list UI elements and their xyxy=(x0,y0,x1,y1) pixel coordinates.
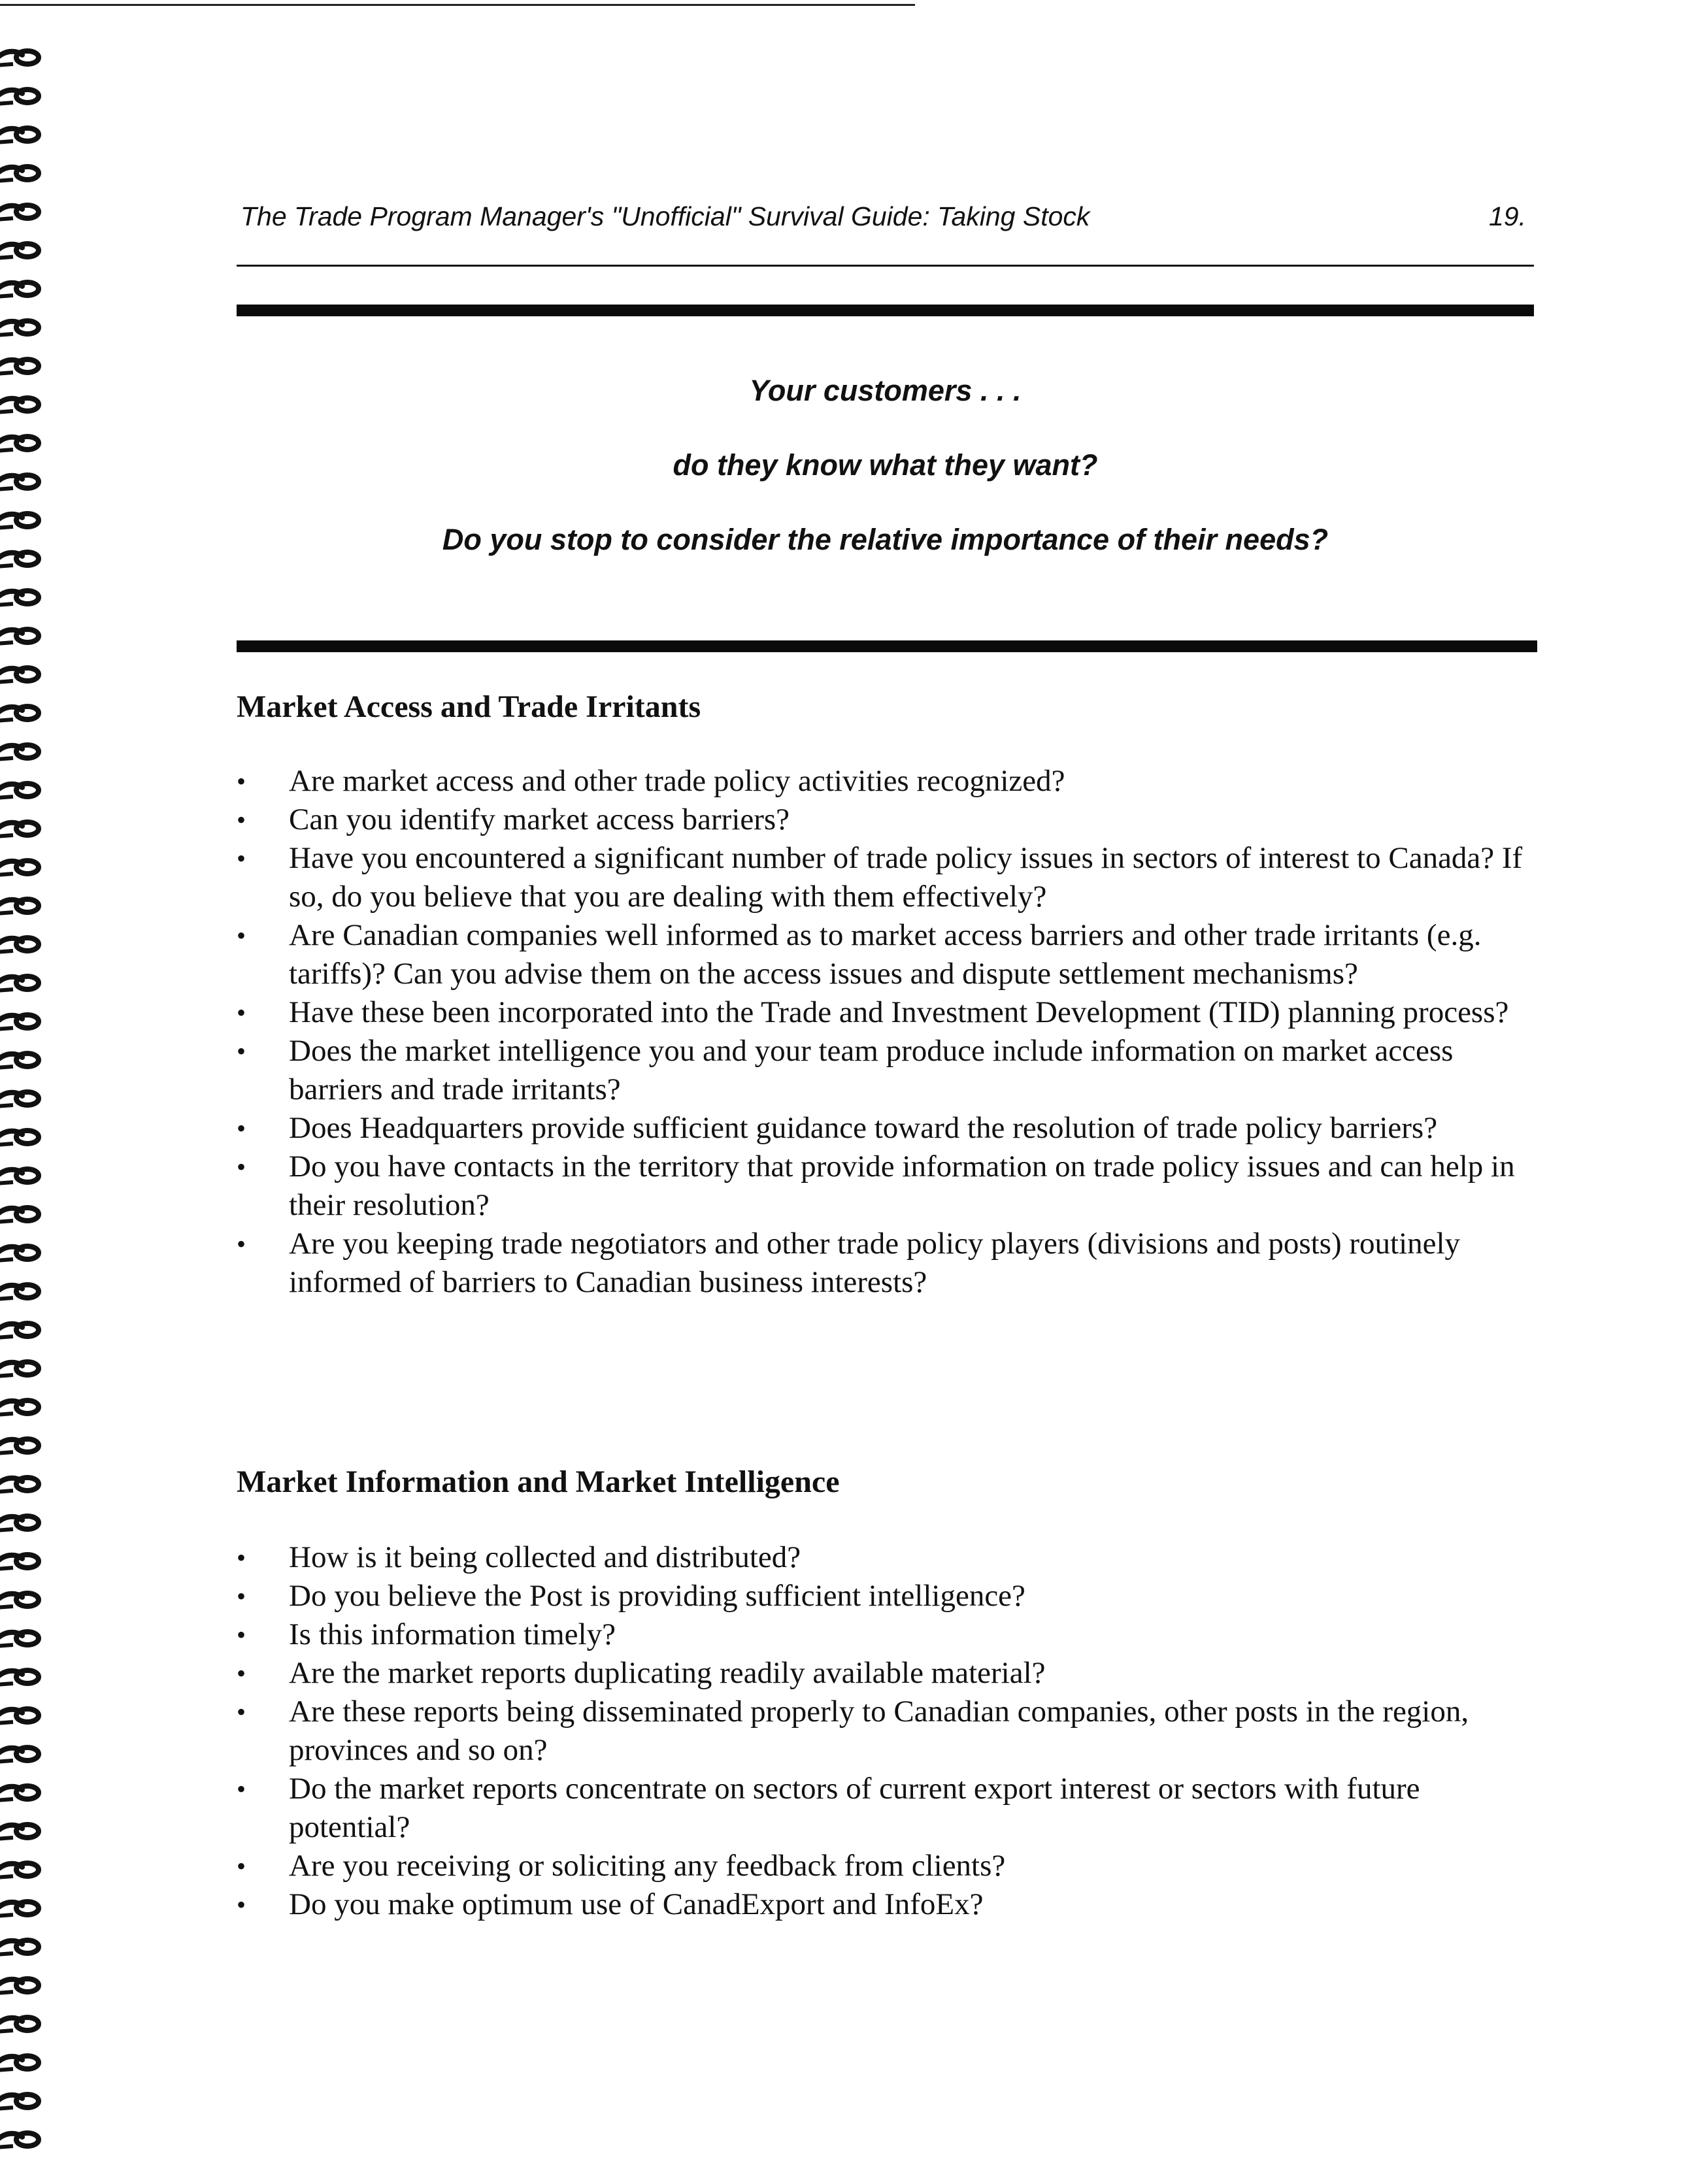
spiral-coil-icon xyxy=(0,2051,44,2073)
spiral-coil-icon xyxy=(0,2128,44,2150)
list-item-text: Are market access and other trade policy activities recognized? xyxy=(289,764,1065,798)
callout-top-rule xyxy=(237,305,1534,316)
bullet-icon: • xyxy=(237,1036,246,1066)
list-item-text: Does the market intelligence you and your team produce include information on market access barriers and trade irritants? xyxy=(289,1034,1454,1106)
spiral-coil-icon xyxy=(0,1280,44,1302)
list-item xyxy=(237,1109,1540,1148)
list-item xyxy=(237,1885,1540,1924)
list-item-text: Have you encountered a significant number of trade policy issues in sectors of interest to Canada? If so, do you believe that you are dealing with them effectively? xyxy=(289,841,1523,914)
callout-bottom-rule xyxy=(237,640,1537,652)
callout-line-customers: Your customers . . . xyxy=(749,374,1022,407)
spiral-coil-icon xyxy=(0,1819,44,1842)
spiral-coil-icon xyxy=(0,701,44,723)
running-header-title: The Trade Program Manager's "Unofficial" Survival Guide: Taking Stock xyxy=(241,201,1090,231)
spiral-coil-icon xyxy=(0,855,44,878)
spiral-coil-icon xyxy=(0,239,44,261)
bullet-icon: • xyxy=(237,1659,246,1688)
list-item-text: Are you receiving or soliciting any feedback from clients? xyxy=(289,1849,1006,1883)
spiral-coil-icon xyxy=(0,1472,44,1495)
list-item xyxy=(237,1693,1540,1770)
spiral-coil-icon xyxy=(0,1048,44,1070)
spiral-coil-icon xyxy=(0,1202,44,1225)
list-item-text: How is it being collected and distributed? xyxy=(289,1540,801,1574)
list-item-text: Do you make optimum use of CanadExport and InfoEx? xyxy=(289,1887,984,1921)
spiral-coil-icon xyxy=(0,1588,44,1610)
spiral-coil-icon xyxy=(0,740,44,762)
callout-line-relative-importance: Do you stop to consider the relative importance of their needs? xyxy=(442,523,1329,556)
bullet-icon: • xyxy=(237,767,246,796)
spiral-coil-icon xyxy=(0,431,44,454)
spiral-coil-icon xyxy=(0,586,44,608)
spiral-coil-icon xyxy=(0,316,44,338)
bullet-icon: • xyxy=(237,1152,246,1182)
list-item-text: Are these reports being disseminated properly to Canadian companies, other posts in the region, provinces and so on? xyxy=(289,1695,1469,1767)
list-item xyxy=(237,1032,1540,1109)
list-item-text: Do the market reports concentrate on sectors of current export interest or sectors with future potential? xyxy=(289,1772,1420,1844)
list-item-text: Are you keeping trade negotiators and other trade policy players (divisions and posts) routinely informed of barriers to Canadian business interests? xyxy=(289,1227,1461,1299)
spiral-coil-icon xyxy=(0,1627,44,1649)
spiral-coil-icon xyxy=(0,161,44,184)
spiral-coil-icon xyxy=(0,894,44,916)
bullet-icon: • xyxy=(237,998,246,1027)
spiral-coil-icon xyxy=(0,1704,44,1726)
list-item-text: Is this information timely? xyxy=(289,1617,616,1651)
bullet-icon: • xyxy=(237,844,246,873)
list-item-text: Do you have contacts in the territory that provide information on trade policy issues and can help in their resolution? xyxy=(289,1150,1515,1222)
spiral-coil-icon xyxy=(0,46,44,68)
list-item-text: Are the market reports duplicating readily available material? xyxy=(289,1656,1046,1690)
spiral-coil-icon xyxy=(0,84,44,107)
page-number: 19. xyxy=(1489,201,1526,231)
list-item xyxy=(237,916,1540,993)
market-access-question-list xyxy=(237,762,1540,1302)
spiral-coil-icon xyxy=(0,393,44,415)
spiral-coil-icon xyxy=(0,1781,44,1803)
spiral-coil-icon xyxy=(0,123,44,145)
bullet-icon: • xyxy=(237,1774,246,1804)
bullet-icon: • xyxy=(237,1581,246,1611)
spiral-coil-icon xyxy=(0,1010,44,1032)
spiral-coil-icon xyxy=(0,1511,44,1533)
spiral-coil-icon xyxy=(0,547,44,569)
bullet-icon: • xyxy=(237,1229,246,1259)
spiral-coil-icon xyxy=(0,971,44,993)
bullet-icon: • xyxy=(237,1543,246,1572)
bullet-icon: • xyxy=(237,921,246,950)
list-item-text: Are Canadian companies well informed as to market access barriers and other trade irritants (e.g. tariffs)? Can you advise them on the access issues and dispute settlement mechanisms? xyxy=(289,918,1482,991)
header-rule xyxy=(237,265,1534,267)
spiral-coil-icon xyxy=(0,1974,44,1996)
bullet-icon: • xyxy=(237,1620,246,1649)
spiral-coil-icon xyxy=(0,2012,44,2034)
spiral-coil-icon xyxy=(0,1357,44,1379)
list-item-text: Do you believe the Post is providing sufficient intelligence? xyxy=(289,1579,1025,1613)
spiral-coil-icon xyxy=(0,470,44,492)
scan-top-edge xyxy=(0,4,915,6)
list-item-text: Have these been incorporated into the Trade and Investment Development (TID) planning process? xyxy=(289,995,1509,1029)
list-item-text: Does Headquarters provide sufficient guidance toward the resolution of trade policy barriers? xyxy=(289,1111,1438,1145)
spiral-coil-icon xyxy=(0,1896,44,1919)
spiral-coil-icon xyxy=(0,1858,44,1880)
bullet-icon: • xyxy=(237,1697,246,1727)
callout-line-know-what-they-want: do they know what they want? xyxy=(673,448,1098,482)
spiral-coil-icon xyxy=(0,1241,44,1263)
list-item xyxy=(237,801,1540,839)
list-item xyxy=(237,1615,1540,1654)
bullet-icon: • xyxy=(237,1851,246,1881)
spiral-coil-icon xyxy=(0,1665,44,1687)
spiral-coil-icon xyxy=(0,933,44,955)
list-item xyxy=(237,993,1540,1032)
spiral-coil-icon xyxy=(0,277,44,299)
spiral-coil-icon xyxy=(0,624,44,646)
spiral-coil-icon xyxy=(0,663,44,685)
list-item xyxy=(237,762,1540,801)
bullet-icon: • xyxy=(237,1890,246,1919)
spiral-coil-icon xyxy=(0,1164,44,1186)
list-item xyxy=(237,1225,1540,1302)
market-information-question-list xyxy=(237,1538,1540,1924)
bullet-icon: • xyxy=(237,1114,246,1143)
spiral-coil-icon xyxy=(0,2089,44,2111)
list-item xyxy=(237,1577,1540,1615)
spiral-coil-icon xyxy=(0,508,44,531)
spiral-coil-icon xyxy=(0,1125,44,1148)
list-item xyxy=(237,1148,1540,1225)
list-item xyxy=(237,1538,1540,1577)
list-item xyxy=(237,1847,1540,1885)
spiral-coil-icon xyxy=(0,200,44,222)
list-item-text: Can you identify market access barriers? xyxy=(289,802,790,836)
spiral-coil-icon xyxy=(0,1434,44,1456)
spiral-coil-icon xyxy=(0,1549,44,1572)
section-heading-market-information: Market Information and Market Intelligence xyxy=(237,1464,840,1499)
list-item xyxy=(237,839,1540,916)
spiral-coil-icon xyxy=(0,1318,44,1340)
spiral-coil-icon xyxy=(0,1742,44,1764)
spiral-coil-icon xyxy=(0,354,44,376)
spiral-coil-icon xyxy=(0,1395,44,1417)
spiral-coil-icon xyxy=(0,1087,44,1109)
bullet-icon: • xyxy=(237,805,246,835)
spiral-coil-icon xyxy=(0,817,44,839)
spiral-binding xyxy=(0,46,52,2184)
list-item xyxy=(237,1770,1540,1847)
list-item xyxy=(237,1654,1540,1693)
spiral-coil-icon xyxy=(0,1935,44,1957)
spiral-coil-icon xyxy=(0,778,44,801)
section-heading-market-access: Market Access and Trade Irritants xyxy=(237,689,701,724)
